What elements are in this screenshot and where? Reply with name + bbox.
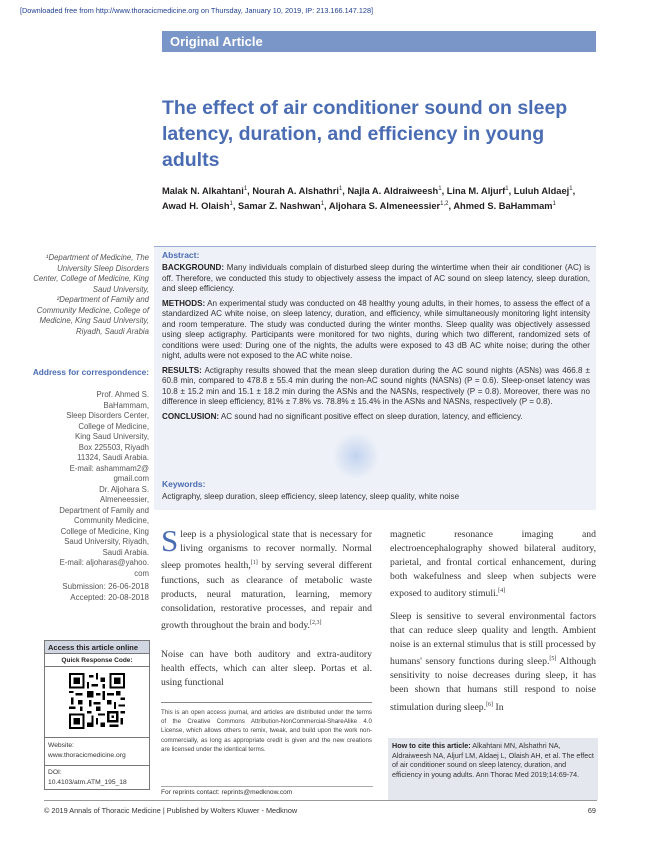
author-affiliation-marker: 1	[552, 201, 556, 208]
website-label: Website:	[48, 742, 74, 749]
affiliation-1: ¹Department of Medicine, The University Sleep Disorders Center, College of Medicine, King Saud University,	[33, 253, 149, 294]
affiliation-2: ²Department of Family and Community Medicine, College of Medicine, King Saud University, Riyadh, Saudi Arabia	[36, 295, 149, 336]
doi-value[interactable]: 10.4103/atm.ATM_195_18	[48, 779, 127, 786]
website-link[interactable]: www.thoracicmedicine.org	[48, 752, 126, 759]
author-affiliation-marker: 1	[505, 186, 509, 192]
correspondence-line: com	[134, 568, 149, 578]
correspondence-line: gmail.com	[113, 474, 149, 483]
affiliations	[31, 253, 149, 337]
page-number: 69	[587, 806, 596, 815]
author-name: Najla A. Aldraiweesh	[347, 186, 439, 197]
author-list: Malak N. Alkahtani$^1$, Nourah A. Alshathri$^1$, Najla A. Aldraiweesh$^1$, Lina M. Aljurf$^1$, Luluh Aldaej$^1$, Awad H. Olaish$^1$, Samar Z. Nashwan$^1$, Aljohara S. Almeneessier$^{1,2}$, Ahmed S. BaHammam$^1$	[162, 186, 576, 212]
intro-paragraph-1: Sleep is a physiological state that is necessary for living organisms to recover normally. Normal sleep promotes health,[1] by serving several different functions, such as clearance of metabolic waste products, neural maturation, learning, memory consolidation, restorative processes, and repair and growth throughout the brain and body.[2,3]	[161, 523, 372, 632]
author-affiliation-marker: 1	[338, 186, 343, 192]
download-notice: [Downloaded free from http://www.thoracicmedicine.org on Thursday, January 10, 2019, IP: 213.166.147.128]	[20, 6, 374, 15]
correspondence-line: Dr. Aljohara S.	[99, 484, 149, 494]
article-dates	[31, 582, 149, 603]
author-name: Awad H. Olaish	[162, 201, 230, 212]
footer-copyright: © 2019 Annals of Thoracic Medicine | Published by Wolters Kluwer - Medknow	[44, 806, 298, 815]
abstract-heading: Abstract:	[162, 250, 200, 260]
citation-box: How to cite this article: Alkahtani MN, Alshathri NA, Aldraiweesh NA, Aljurf LM, Aldaej L, Olaish AH, et al. The effect of air conditioner sound on sleep latency, duration, and efficiency in young adults. Ann Thorac Med 2019;14:69-74.	[388, 738, 598, 800]
correspondence-line: Department of Family and	[59, 505, 149, 515]
author-affiliation-marker: 1	[320, 201, 325, 208]
author-name: Malak N. Alkahtani	[162, 186, 244, 197]
drop-cap: S	[161, 523, 179, 558]
correspondence-line: Box 225503, Riyadh	[78, 442, 149, 452]
intro-paragraph-4: Sleep is sensitive to several environmental factors that can reduce sleep quality and length. Ambient noise is an external stimulus that is still processed by humans' sensory functions during sleep.[5] Although sensitivity to noise decreases during sleep, it has been shown that humans still respond to noise stimulation during sleep.[6] In	[390, 610, 596, 713]
article-title: The effect of air conditioner sound on sleep latency, duration, and efficiency in young adults	[162, 97, 568, 171]
doi-label: DOI:	[48, 769, 62, 776]
author-name: Aljohara S. Almeneessier	[328, 201, 441, 212]
correspondence-line: College of Medicine, King	[60, 526, 149, 536]
body-column-2	[390, 528, 596, 723]
accepted-date: Accepted: 20-08-2018	[70, 592, 149, 602]
intro-paragraph-2: Noise can have both auditory and extra-auditory health effects, which can alter sleep. Portas et al. using functional	[161, 649, 372, 689]
keywords-heading: Keywords:	[162, 479, 206, 489]
correspondence-line: Prof. Ahmed S.	[96, 390, 149, 399]
section-label-banner: Original Article	[162, 31, 596, 52]
abstract-methods: METHODS: An experimental study was conducted on 48 healthy young adults, in their homes, to assess the effect of a standardized AC white noise, on sleep latency, duration, and efficiency, while simultaneously monitoring light intensity and room temperature. The study was conducted during the winter months. Sleep quality was objectively assessed using sleep actigraphy. Participants were monitored for two nights, during which two different, randomized sets of conditions were used: During one of the nights, the adults were exposed to 43 dB AC white noise; during the other night, adults were not exposed to the AC white noise.	[162, 298, 590, 360]
author-name: Luluh Aldaej	[513, 186, 570, 197]
correspondence-heading: Address for correspondence:	[32, 367, 149, 377]
reprints-contact: For reprints contact: reprints@medknow.com	[161, 786, 373, 796]
publisher-watermark	[332, 432, 380, 480]
correspondence-line: College of Medicine,	[78, 421, 149, 431]
author-name: Ahmed S. BaHammam	[453, 201, 553, 212]
qr-label: Quick Response Code:	[45, 654, 149, 667]
author-affiliation-marker: 1	[243, 186, 248, 192]
correspondence-line: Almeneessier,	[100, 495, 149, 504]
access-separator-1	[45, 737, 149, 738]
correspondence-line: BaHammam,	[103, 400, 149, 410]
correspondence-line: 11324, Saudi Arabia.	[77, 453, 149, 462]
author-name: Nourah A. Alshathri	[252, 186, 339, 197]
author-affiliation-marker: 1	[569, 186, 573, 192]
correspondence-line: Saud University, Riyadh,	[64, 537, 149, 546]
author-affiliation-marker: 1,2	[440, 201, 449, 208]
correspondence-line: Saudi Arabia.	[102, 547, 149, 557]
correspondence-line: Community Medicine,	[74, 516, 149, 525]
access-online-box	[44, 640, 150, 790]
author-name: Lina M. Aljurf	[446, 186, 506, 197]
correspondence-address	[31, 390, 149, 579]
license-notice: This is an open access journal, and articles are distributed under the terms of the Creative Commons Attribution-NonCommercial-ShareAlike 4.0 License, which allows others to remix, tweak, and build upon the work non-commercially, as long as appropriate credit is given and the new creations are licensed under the identical terms.	[161, 702, 372, 754]
correspondence-line: E-mail: aljoharas@yahoo.	[59, 558, 149, 567]
abstract-background: BACKGROUND: Many individuals complain of disturbed sleep during the wintertime when their air conditioner (AC) is off. Therefore, we conducted this study to objectively assess the impact of AC sound on sleep latency, sleep duration, and sleep efficiency.	[162, 263, 590, 293]
abstract-top-rule	[154, 246, 596, 247]
correspondence-line: King Saud University,	[75, 432, 149, 441]
keywords-list: Actigraphy, sleep duration, sleep efficiency, sleep latency, sleep quality, white noise	[162, 492, 460, 501]
author-name: Samar Z. Nashwan	[238, 201, 321, 212]
body-column-1	[161, 523, 372, 641]
abstract-results: RESULTS: Actigraphy results showed that the mean sleep duration during the AC sound nights (ASNs) was 466.8 ± 60.8 min, compared to 478.8 ± 55.4 min during the non-AC sound nights (NASNs) (P = 0.6). Sleep-onset latency was 10.8 ± 15.2 min and 15.1 ± 18.2 min during the ASNs and the NASNs, respectively (P = 0.8). Moreover, there was no difference in sleep efficiency, 81% ± 7.8% vs. 78.8% ± 15.4% in the ASNs and NASNs, respectively (P = 0.8).	[162, 365, 590, 406]
correspondence-line: Sleep Disorders Center,	[66, 411, 149, 420]
access-heading: Access this article online	[45, 641, 149, 654]
correspondence-line: E-mail: ashammam2@	[69, 463, 149, 473]
access-separator-2	[45, 765, 149, 766]
author-affiliation-marker: 1	[229, 201, 233, 208]
intro-paragraph-3: magnetic resonance imaging and electroencephalography showed bilateral auditory, parietal, and frontal cortical enhancement, during both wakefulness and sleep when subjects were exposed to auditory stimuli.[4]	[390, 529, 596, 600]
submission-date: Submission: 26-06-2018	[62, 582, 149, 591]
footer-rule	[44, 800, 597, 801]
qr-code-icon[interactable]	[69, 673, 125, 729]
abstract-text	[162, 263, 590, 426]
author-affiliation-marker: 1	[438, 186, 442, 192]
abstract-conclusion: CONCLUSION: AC sound had no significant positive effect on sleep duration, latency, and efficiency.	[162, 411, 523, 421]
